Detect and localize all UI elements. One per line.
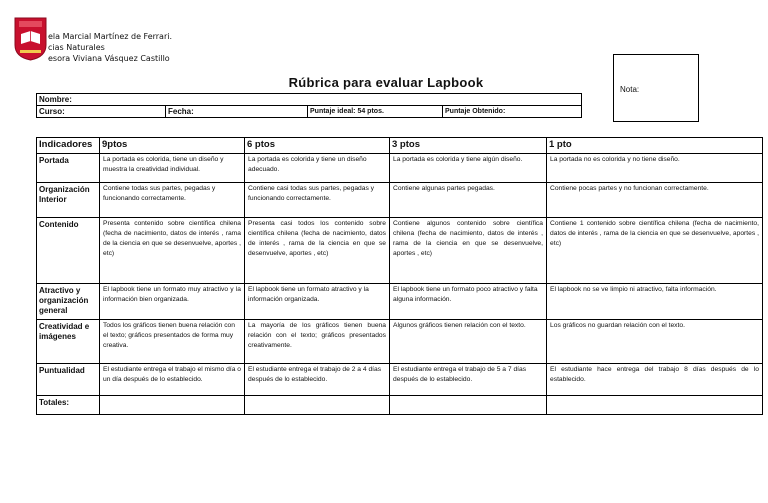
document-title [0,75,768,90]
rubric-header-row [37,138,763,154]
criterion-cell: Atractivo y organización general [37,284,100,320]
table-row [37,320,763,364]
rubric-cell: El estudiante hace entrega del trabajo 8 días después de lo establecido. [547,364,763,396]
table-row [37,154,763,183]
rubric-cell: Contiene algunas partes pegadas. [390,183,547,218]
rubric-cell: Contiene algunos contenido sobre científica chilena (fecha de nacimiento, datos de interés , rama de la ciencia en que se desenvuelve, aportes , etc) [390,218,547,284]
totals-row [37,396,763,415]
rubric-cell: El estudiante entrega el trabajo el mismo día o un día después de lo establecido. [100,364,245,396]
rubric-cell: Contiene casi todas sus partes, pegadas y funcionando correctamente. [245,183,390,218]
rubric-cell: La portada es colorida y tiene un diseño adecuado. [245,154,390,183]
subject-name: cias Naturales [48,43,105,52]
course-field[interactable]: Curso: [37,106,166,118]
col-6pts: 6 ptos [245,138,390,154]
rubric-table [36,137,763,415]
criterion-cell: Portada [37,154,100,183]
rubric-cell: La portada es colorida, tiene un diseño y muestra la creatividad individual. [100,154,245,183]
rubric-cell: El lapbook tiene un formato atractivo y la información organizada. [245,284,390,320]
rubric-cell: Todos los gráficos tienen buena relación con el texto; gráficos presentados de forma muy creativa. [100,320,245,364]
col-1pt: 1 pto [547,138,763,154]
school-name: ela Marcial Martínez de Ferrari. [48,32,173,41]
criterion-cell: Creatividad e imágenes [37,320,100,364]
rubric-cell: El lapbook tiene un formato poco atractivo y falta alguna información. [390,284,547,320]
school-crest-logo [14,17,47,61]
grade-label: Nota: [620,85,640,94]
rubric-cell: El lapbook tiene un formato muy atractivo y la información bien organizada. [100,284,245,320]
criterion-cell: Puntualidad [37,364,100,396]
rubric-cell: El estudiante entrega el trabajo de 5 a 7 días después de lo establecido. [390,364,547,396]
criterion-cell: Contenido [37,218,100,284]
rubric-cell: Contiene pocas partes y no funcionan correctamente. [547,183,763,218]
teacher-name: esora Viviana Vásquez Castillo [48,54,170,63]
total-3pts-cell[interactable] [390,396,547,415]
rubric-cell: El lapbook no se ve limpio ni atractivo, falta información. [547,284,763,320]
document-title-text: Rúbrica para evaluar Lapbook [288,75,484,90]
name-field[interactable]: Nombre: [37,94,582,106]
criterion-cell: Organización Interior [37,183,100,218]
rubric-cell: Contiene 1 contenido sobre científica chilena (fecha de nacimiento, datos de interés , rama de la ciencia en que se desenvuelve, aportes , etc) [547,218,763,284]
date-field[interactable]: Fecha: [166,106,308,118]
rubric-cell: Presenta casi todos los contenido sobre científica chilena (fecha de nacimiento, datos de interés , rama de la ciencia en que se desenvuelve, aportes , etc) [245,218,390,284]
rubric-cell: Presenta contenido sobre científica chilena (fecha de nacimiento, datos de interés , rama de la ciencia en que se desenvuelve, aportes , etc) [100,218,245,284]
col-indicators: Indicadores [37,138,100,154]
col-3pts: 3 ptos [390,138,547,154]
ideal-score: Puntaje ideal: 54 ptos. [308,106,443,118]
table-row [37,284,763,320]
student-info-table [36,93,582,118]
rubric-cell: Contiene todas sus partes, pegadas y funcionando correctamente. [100,183,245,218]
total-1pt-cell[interactable] [547,396,763,415]
school-info [48,31,172,64]
rubric-cell: Algunos gráficos tienen relación con el texto. [390,320,547,364]
rubric-cell: Los gráficos no guardan relación con el texto. [547,320,763,364]
rubric-cell: La mayoría de los gráficos tienen buena relación con el texto; gráficos presentados creativamente. [245,320,390,364]
table-row [37,364,763,396]
col-9pts: 9ptos [100,138,245,154]
totals-label: Totales: [37,396,100,415]
rubric-cell: La portada es colorida y tiene algún diseño. [390,154,547,183]
obtained-score-field[interactable]: Puntaje Obtenido: [443,106,582,118]
total-6pts-cell[interactable] [245,396,390,415]
rubric-cell: La portada no es colorida y no tiene diseño. [547,154,763,183]
total-9pts-cell[interactable] [100,396,245,415]
table-row [37,183,763,218]
rubric-cell: El estudiante entrega el trabajo de 2 a 4 días después de lo establecido. [245,364,390,396]
table-row [37,218,763,284]
